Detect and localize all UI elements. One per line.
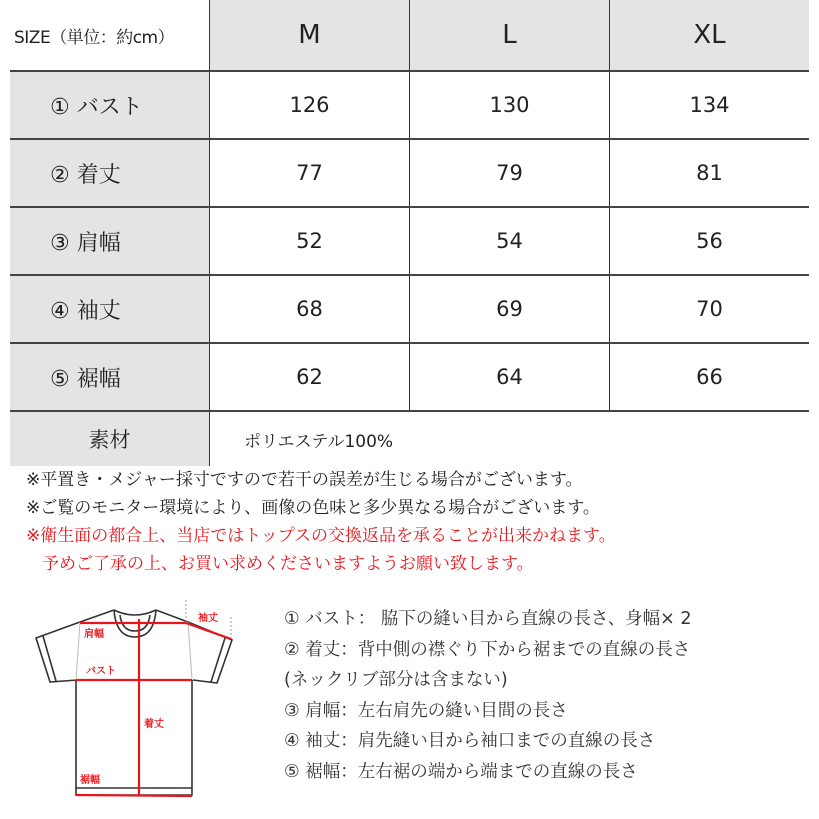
row-label: ① バスト: [10, 72, 210, 138]
value-l: 69: [410, 276, 610, 342]
table-row-material: [10, 412, 809, 466]
note-measurement: ※平置き・メジャー採寸ですので若干の誤差が生じる場合がございます。: [26, 470, 583, 490]
material-label: 素材: [10, 412, 210, 466]
value-xl: 81: [696, 161, 723, 185]
row-label: ④ 袖丈: [10, 276, 210, 342]
measurement-legend: [284, 604, 691, 787]
note-monitor: ※ご覧のモニター環境により、画像の色味と多少異なる場合がございます。: [26, 498, 600, 518]
value-xl: 66: [696, 365, 723, 389]
size-header-xl: XL: [610, 0, 809, 70]
diagram-label-hem: 裾幅: [80, 775, 100, 786]
tshirt-diagram: [20, 595, 250, 810]
value-m: 126: [210, 72, 410, 138]
diagram-label-shoulder: 肩幅: [84, 629, 104, 640]
size-table: [10, 0, 809, 466]
diagram-label-length: 着丈: [144, 719, 164, 730]
value-m: 68: [210, 276, 410, 342]
table-row-sleeve: [10, 276, 809, 344]
legend-item-length: ② 着丈：背中側の襟ぐり下から裾までの直線の長さ: [284, 639, 691, 660]
value-l: 130: [410, 72, 610, 138]
table-header-row: [10, 0, 809, 72]
table-row-hem: [10, 344, 809, 412]
material-value: ポリエステル100%: [244, 431, 394, 452]
row-label: ③ 肩幅: [10, 208, 210, 274]
table-row-bust: [10, 72, 809, 140]
value-m: 77: [210, 140, 410, 206]
note-no-returns: ※衛生面の都合上、当店ではトップスの交換返品を承ることが出来かねます。: [26, 526, 616, 546]
value-xl: 56: [696, 229, 723, 253]
notes: [26, 466, 616, 578]
diagram-label-sleeve: 袖丈: [198, 613, 218, 624]
table-row-shoulder: [10, 208, 809, 276]
size-header-l: L: [410, 0, 610, 70]
table-row-length: [10, 140, 809, 208]
legend-item-shoulder: ③ 肩幅：左右肩先の縫い目間の長さ: [284, 700, 568, 721]
value-l: 64: [410, 344, 610, 410]
note-acknowledge: 予めご了承の上、お買い求めくださいますようお願い致します。: [42, 554, 534, 574]
legend-item-hem: ⑤ 裾幅：左右裾の端から端までの直線の長さ: [284, 761, 638, 782]
legend-item-length-note: (ネックリブ部分は含まない): [284, 670, 508, 690]
value-m: 62: [210, 344, 410, 410]
size-unit-label: SIZE（単位：約cm）: [10, 0, 210, 70]
diagram-label-bust: バスト: [86, 666, 116, 677]
legend-item-bust: ① バスト： 脇下の縫い目から直線の長さ、身幅× 2: [284, 609, 692, 629]
legend-item-sleeve: ④ 袖丈：肩先縫い目から袖口までの直線の長さ: [284, 731, 656, 751]
value-l: 79: [410, 140, 610, 206]
value-l: 54: [410, 208, 610, 274]
value-m: 52: [210, 208, 410, 274]
value-xl: 134: [689, 93, 730, 117]
size-header-m: M: [210, 0, 410, 70]
value-xl: 70: [696, 297, 723, 321]
row-label: ⑤ 裾幅: [10, 344, 210, 410]
tshirt-outline-icon: [20, 595, 250, 810]
row-label: ② 着丈: [10, 140, 210, 206]
